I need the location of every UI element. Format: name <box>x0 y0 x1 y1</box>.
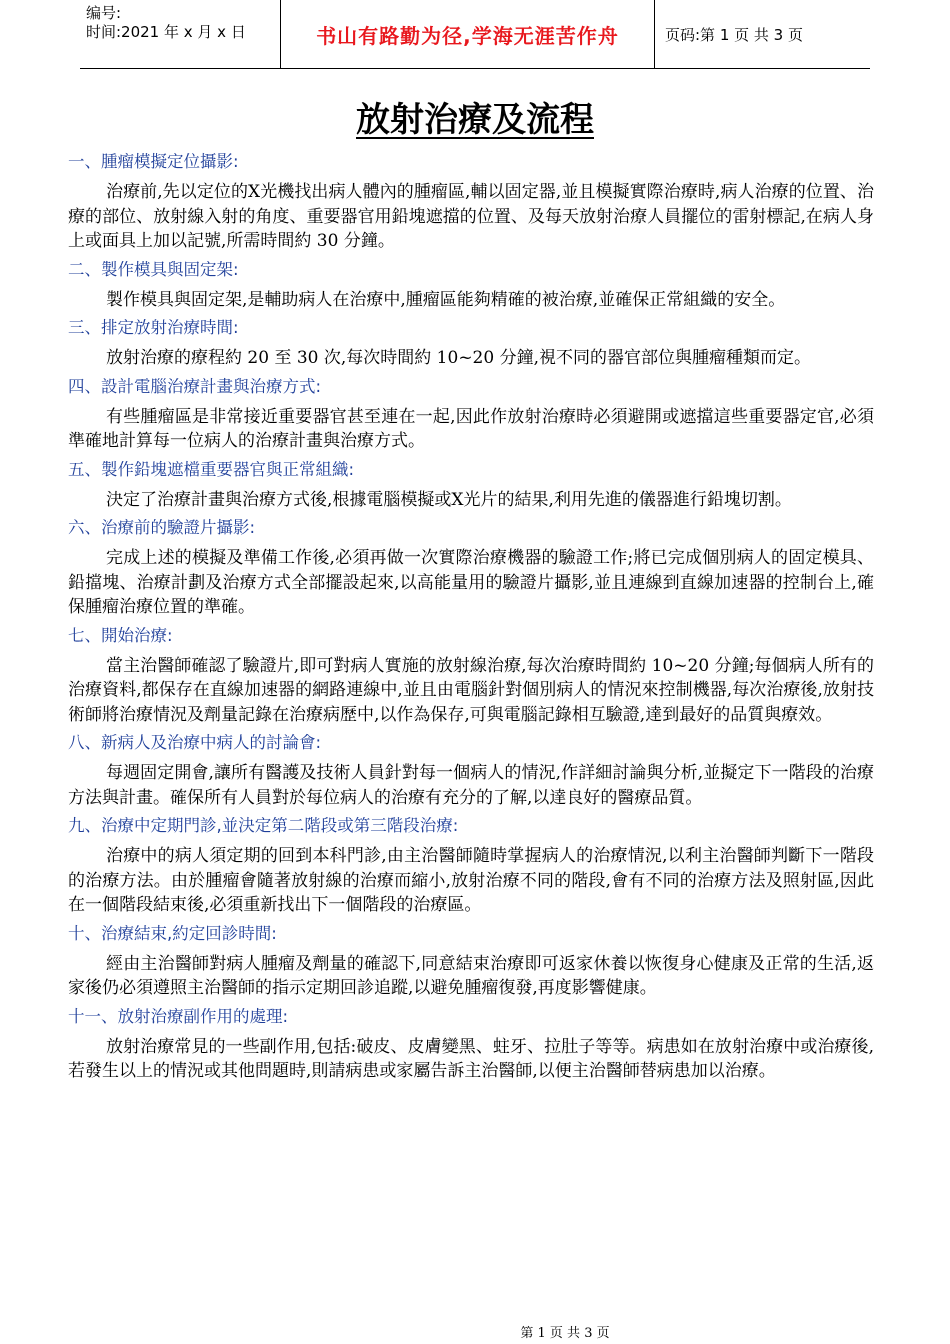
section-heading: 二、製作模具與固定架: <box>68 259 239 279</box>
page-header <box>80 0 870 69</box>
section-heading: 十、治療結束,約定回診時間: <box>68 923 277 943</box>
section-paragraph: 治療前,先以定位的X光機找出病人體內的腫瘤區,輔以固定器,並且模擬實際治療時,病人治療的位置、治療的部位、放射線入射的角度、重要器官用鉛塊遮擋的位置、及每天放射治療人員擺位的雷射標記,在病人身上或面具上加以記號,所需時間約 30 分鐘。 <box>68 182 874 251</box>
section-paragraph: 經由主治醫師對病人腫瘤及劑量的確認下,同意結束治療即可返家休養以恢復身心健康及正常的生活,返家後仍必須遵照主治醫師的指示定期回診追蹤,以避免腫瘤復發,再度影響健康。 <box>68 953 874 998</box>
section-heading: 九、治療中定期門診,並決定第二階段或第三階段治療: <box>68 816 459 835</box>
section-heading: 六、治療前的驗證片攝影: <box>68 518 256 537</box>
section <box>68 731 874 810</box>
document-title: 放射治療及流程 <box>356 100 594 140</box>
section <box>68 150 874 254</box>
section-paragraph: 有些腫瘤區是非常接近重要器官甚至連在一起,因此作放射治療時必須避開或遮擋這些重要器定官,必須準確地計算每一位病人的治療計畫與治療方式。 <box>68 406 874 451</box>
section-heading: 四、設計電腦治療計畫與治療方式: <box>68 376 322 396</box>
section-heading: 三、排定放射治療時間: <box>68 318 239 337</box>
section <box>68 1005 874 1084</box>
section-paragraph: 每週固定開會,讓所有醫護及技術人員針對每一個病人的情況,作詳細討論與分析,並擬定下一階段的治療方法與計畫。確保所有人員對於每位病人的治療有充分的了解,以達良好的醫療品質。 <box>68 763 874 808</box>
section <box>68 458 874 513</box>
header-page-label: 页码:第 1 页 共 3 页 <box>665 25 803 44</box>
section <box>68 316 874 371</box>
section <box>68 375 874 454</box>
section <box>68 624 874 728</box>
section <box>68 922 874 1001</box>
header-motto: 书山有路勤为径,学海无涯苦作舟 <box>280 0 655 68</box>
section-paragraph: 當主治醫師確認了驗證片,即可對病人實施的放射線治療,每次治療時間約 10~20 分鐘;每個病人所有的治療資料,都保存在直線加速器的網路連線中,並且由電腦針對個別病人的情況來控制機器,每次治療後,放射技術師將治療情況及劑量記錄在治療病歷中,以作為保存,可與電腦記錄相互驗證,達到最好的品質與療效。 <box>68 655 874 725</box>
header-meta <box>80 0 280 68</box>
document-time-label: 时间:2021 年 x 月 x 日 <box>86 23 246 41</box>
section <box>68 814 874 918</box>
document-body <box>68 150 874 1088</box>
section-paragraph: 決定了治療計畫與治療方式後,根據電腦模擬或X光片的結果,利用先進的儀器進行鉛塊切割。 <box>106 489 792 510</box>
document-title-wrap <box>0 96 950 144</box>
section-heading: 一、腫瘤模擬定位攝影: <box>68 152 239 171</box>
section <box>68 258 874 313</box>
page-footer: 第 1 页 共 3 页 <box>520 1326 610 1341</box>
section-heading: 八、新病人及治療中病人的討論會: <box>68 733 322 752</box>
section-paragraph: 完成上述的模擬及準備工作後,必須再做一次實際治療機器的驗證工作;將已完成個別病人的固定模具、鉛擋塊、治療計劃及治療方式全部擺設起來,以高能量用的驗證片攝影,並且連線到直線加速器的控制台上,確保腫瘤治療位置的準確。 <box>68 548 874 617</box>
section-paragraph: 製作模具與固定架,是輔助病人在治療中,腫瘤區能夠精確的被治療,並確保正常組織的安全。 <box>106 289 786 310</box>
section <box>68 516 874 620</box>
section-paragraph: 放射治療常見的一些副作用,包括:破皮、皮膚變黑、蛀牙、拉肚子等等。病患如在放射治療中或治療後,若發生以上的情況或其他問題時,則請病患或家屬告訴主治醫師,以便主治醫師替病患加以治療。 <box>68 1036 874 1081</box>
document-number-label: 编号: <box>86 4 122 22</box>
section-heading: 十一、放射治療副作用的處理: <box>68 1006 289 1026</box>
section-paragraph: 放射治療的療程約 20 至 30 次,每次時間約 10~20 分鐘,視不同的器官部位與腫瘤種類而定。 <box>106 348 812 368</box>
section-heading: 五、製作鉛塊遮檔重要器官與正常組織: <box>68 459 355 479</box>
section-paragraph: 治療中的病人須定期的回到本科門診,由主治醫師隨時掌握病人的治療情況,以利主治醫師判斷下一階段的治療方法。由於腫瘤會隨著放射線的治療而縮小,放射治療不同的階段,會有不同的治療方法及照射區,因此在一個階段結束後,必須重新找出下一個階段的治療區。 <box>68 846 874 915</box>
section-heading: 七、開始治療: <box>68 625 173 645</box>
